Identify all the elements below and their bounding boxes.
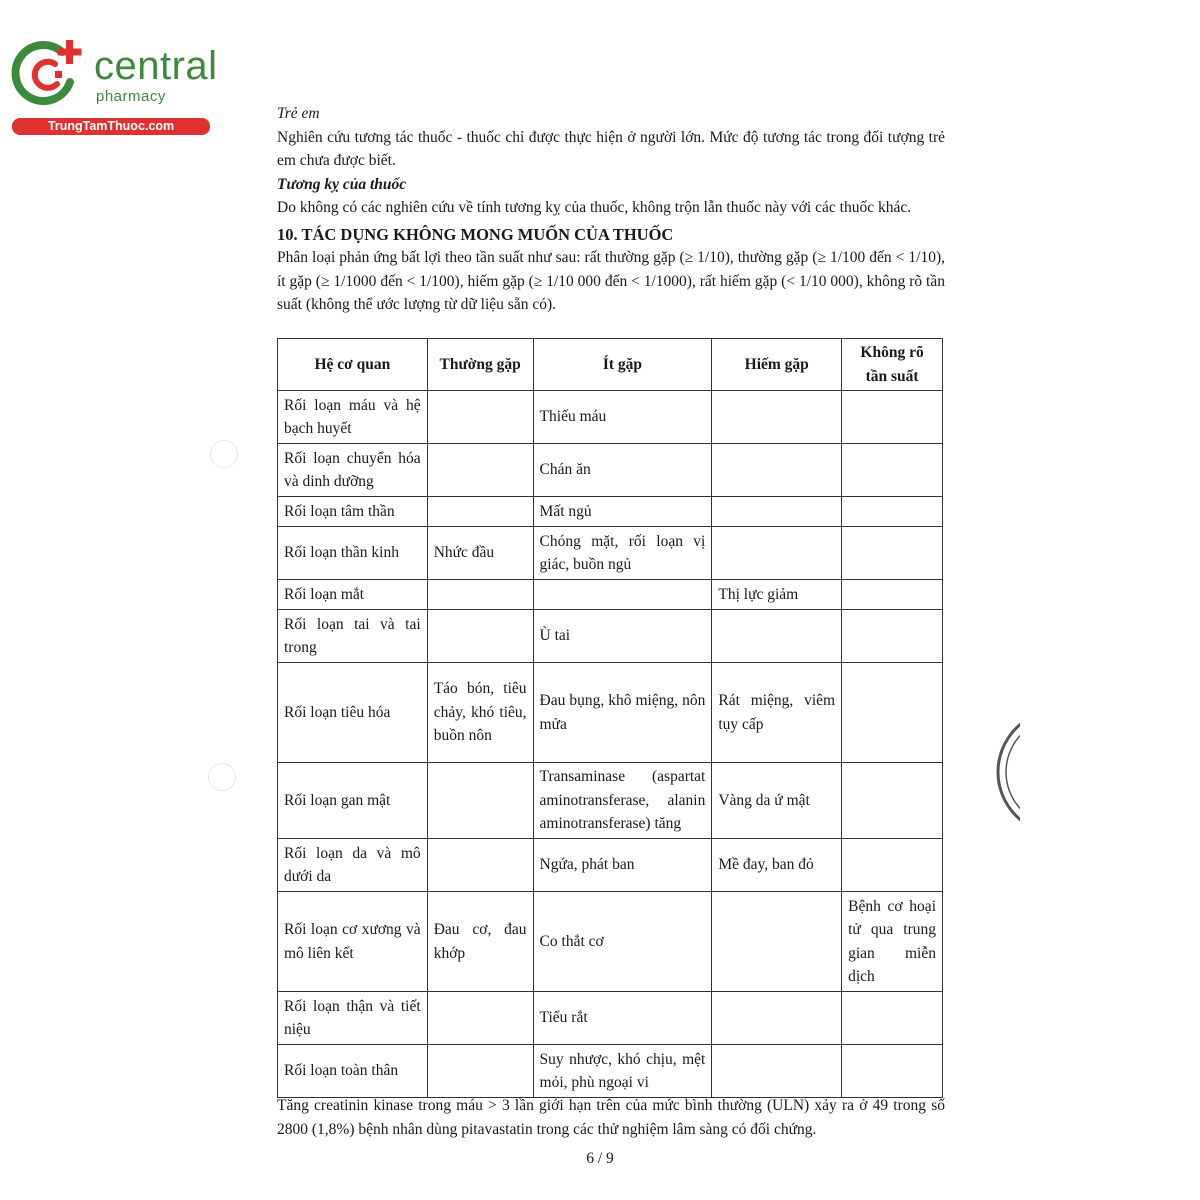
table-cell: Rát miệng, viêm tụy cấp <box>712 663 842 763</box>
table-cell: Đau cơ, đau khớp <box>427 892 533 992</box>
table-cell <box>533 580 712 610</box>
punch-hole-decoration <box>210 440 238 468</box>
table-cell <box>842 444 943 497</box>
table-cell <box>842 763 943 839</box>
table-cell: Thiếu máu <box>533 391 712 444</box>
logo-website-link[interactable]: TrungTamThuoc.com <box>12 118 210 135</box>
children-paragraph: Nghiên cứu tương tác thuốc - thuốc chỉ được thực hiện ở người lớn. Mức độ tương tác trong đối tượng trẻ em chưa được biết. <box>277 128 945 169</box>
table-cell <box>842 580 943 610</box>
table-row <box>278 663 943 763</box>
table-cell <box>427 1045 533 1098</box>
table-cell: Đau bụng, khô miệng, nôn mửa <box>533 663 712 763</box>
table-row <box>278 992 943 1045</box>
pharmacy-cross-logo-icon <box>10 38 86 110</box>
table-row <box>278 1045 943 1098</box>
table-row <box>278 444 943 497</box>
table-cell: Rối loạn tai và tai trong <box>278 610 428 663</box>
table-row <box>278 892 943 992</box>
table-cell <box>712 992 842 1045</box>
table-cell <box>842 663 943 763</box>
table-cell <box>427 391 533 444</box>
table-cell: Rối loạn gan mật <box>278 763 428 839</box>
frequency-intro-paragraph: Phân loại phản ứng bất lợi theo tần suất như sau: rất thường gặp (≥ 1/10), thường gặp (≥ 1/100 đến < 1/10), ít gặp (≥ 1/1000 đến < 1/100), hiếm gặp (≥ 1/10 000 đến < 1/1000), rất hiếm gặp (< 1/10 000), không rõ tần suất (không thể ước lượng từ dữ liệu sẵn có). <box>277 249 945 313</box>
table-cell <box>842 497 943 527</box>
table-cell <box>712 444 842 497</box>
table-row <box>278 763 943 839</box>
table-cell: Rối loạn tiêu hóa <box>278 663 428 763</box>
table-cell: Vàng da ứ mật <box>712 763 842 839</box>
document-body <box>277 102 945 317</box>
table-cell <box>712 610 842 663</box>
header-organ-system: Hệ cơ quan <box>278 339 428 391</box>
table-cell <box>427 839 533 892</box>
creatine-kinase-note: Tăng creatinin kinase trong máu > 3 lần giới hạn trên của mức bình thường (ULN) xảy ra ở 49 trong số 2800 (1,8%) bệnh nhân dùng pitavastatin trong các thử nghiệm lâm sàng có đối chứng. <box>277 1097 945 1138</box>
incompatibility-subheading: Tương kỵ của thuốc <box>277 175 407 193</box>
partial-seal-stamp <box>990 712 1020 832</box>
table-cell: Rối loạn toàn thân <box>278 1045 428 1098</box>
table-cell <box>712 391 842 444</box>
table-cell: Suy nhược, khó chịu, mệt mỏi, phù ngoại vi <box>533 1045 712 1098</box>
table-cell <box>427 763 533 839</box>
punch-hole-decoration <box>208 763 236 791</box>
central-pharmacy-logo[interactable] <box>10 38 218 138</box>
adverse-effects-table <box>277 338 943 1098</box>
table-cell: Chóng mặt, rối loạn vị giác, buồn ngủ <box>533 527 712 580</box>
table-cell <box>842 610 943 663</box>
table-cell <box>427 992 533 1045</box>
table-row <box>278 527 943 580</box>
header-uncommon: Ít gặp <box>533 339 712 391</box>
table-cell: Rối loạn thần kinh <box>278 527 428 580</box>
table-row <box>278 610 943 663</box>
table-cell <box>712 497 842 527</box>
table-row <box>278 580 943 610</box>
table-cell: Rối loạn chuyển hóa và dinh dưỡng <box>278 444 428 497</box>
table-cell <box>427 444 533 497</box>
table-cell <box>712 892 842 992</box>
page-number: 6 / 9 <box>586 1150 614 1167</box>
logo-wordmark: central <box>94 44 218 88</box>
table-cell: Táo bón, tiêu chảy, khó tiêu, buồn nôn <box>427 663 533 763</box>
table-cell: Transaminase (aspartat aminotransferase, alanin aminotransferase) tăng <box>533 763 712 839</box>
logo-subtitle: pharmacy <box>96 88 166 105</box>
table-cell <box>427 580 533 610</box>
table-cell <box>712 1045 842 1098</box>
table-cell: Rối loạn tâm thần <box>278 497 428 527</box>
table-cell: Mề đay, ban đỏ <box>712 839 842 892</box>
table-cell: Ù tai <box>533 610 712 663</box>
table-cell: Tiểu rắt <box>533 992 712 1045</box>
table-cell <box>427 610 533 663</box>
table-row <box>278 497 943 527</box>
table-cell: Rối loạn máu và hệ bạch huyết <box>278 391 428 444</box>
table-cell <box>842 839 943 892</box>
header-common: Thường gặp <box>427 339 533 391</box>
table-cell: Chán ăn <box>533 444 712 497</box>
table-cell <box>427 497 533 527</box>
table-cell: Thị lực giảm <box>712 580 842 610</box>
table-cell: Ngứa, phát ban <box>533 839 712 892</box>
table-cell <box>842 1045 943 1098</box>
header-rare: Hiếm gặp <box>712 339 842 391</box>
table-header-row <box>278 339 943 391</box>
table-cell: Co thắt cơ <box>533 892 712 992</box>
table-cell <box>712 527 842 580</box>
table-cell <box>842 992 943 1045</box>
table-cell <box>842 527 943 580</box>
table-cell: Rối loạn mắt <box>278 580 428 610</box>
header-unknown-frequency: Không rõ tần suất <box>842 339 943 391</box>
table-cell: Rối loạn cơ xương và mô liên kết <box>278 892 428 992</box>
table-cell: Rối loạn thận và tiết niệu <box>278 992 428 1045</box>
table-row <box>278 391 943 444</box>
incompatibility-paragraph: Do không có các nghiên cứu về tính tương kỵ của thuốc, không trộn lẫn thuốc này với các thuốc khác. <box>277 199 912 216</box>
table-cell <box>842 391 943 444</box>
table-cell: Nhức đầu <box>427 527 533 580</box>
table-cell: Mất ngủ <box>533 497 712 527</box>
children-subheading: Trẻ em <box>277 105 320 122</box>
table-cell: Bệnh cơ hoại tử qua trung gian miễn dịch <box>842 892 943 992</box>
table-row <box>278 839 943 892</box>
table-cell: Rối loạn da và mô dưới da <box>278 839 428 892</box>
section-10-heading: 10. TÁC DỤNG KHÔNG MONG MUỐN CỦA THUỐC <box>277 224 674 244</box>
